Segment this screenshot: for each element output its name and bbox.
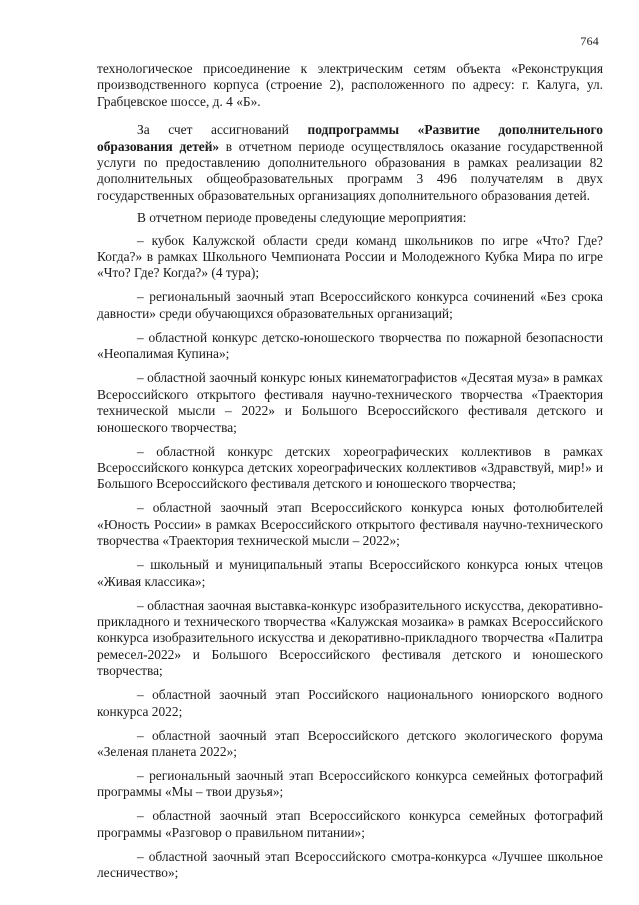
event-item: – областной заочный этап Всероссийского конкурса юных фотолюбителей «Юность России» в рамках Всероссийского открытого фестиваля научно-технического творчества «Траектория технической мысли – 2022»; [97,500,603,549]
program-name: подпрограммы «Развитие дополнительного образования детей» [97,122,603,154]
document-body [97,61,603,889]
intro-paragraph: технологическое присоединение к электрическим сетям объекта «Реконструкция производственного корпуса (строение 2), расположенного по адресу: г. Калуга, ул. Грабцевское шоссе, д. 4 «Б». [97,61,603,109]
funding-suffix: в отчетном периоде осуществлялось оказание государственной услуги по предоставлению дополнительного образования в рамках реализации 82 дополнительных общеобразовательных программ 3 496 получателям в двух государственных образовательных организациях дополнительного образования детей. [97,138,603,203]
event-item: – областной заочный конкурс юных кинематографистов «Десятая муза» в рамках Всероссийского открытого фестиваля научно-технического творчества «Траектория технической мысли – 2022» и Большого Всероссийского фестиваля детского и юношеского творчества; [97,370,603,435]
funding-paragraph [97,122,603,204]
event-item: – областной заочный этап Всероссийского детского экологического форума «Зеленая планета 2022»; [97,727,603,759]
event-item: – областной заочный этап Всероссийского смотра-конкурса «Лучшее школьное лесничество»; [97,848,603,881]
event-item: – региональный заочный этап Всероссийского конкурса семейных фотографий программы «Мы – твои друзья»; [97,767,603,800]
event-item: – областной заочный этап Всероссийского конкурса семейных фотографий программы «Разговор о правильном питании»; [97,808,603,840]
event-item: – кубок Калужской области среди команд школьников по игре «Что? Где? Когда?» в рамках Школьного Чемпионата России и Молодежного Кубка Мира по игре «Что? Где? Когда?» (4 тура); [97,232,603,281]
event-item: – областной заочный этап Российского национального юниорского водного конкурса 2022; [97,687,603,719]
event-item: – областной конкурс детско-юношеского творчества по пожарной безопасности «Неопалимая Купина»; [97,329,603,362]
event-item: – областной конкурс детских хореографических коллективов в рамках Всероссийского конкурса детских хореографических коллективов «Здравствуй, мир!» и Большого Всероссийского фестиваля детского и юношеского творчества; [97,443,603,492]
event-item: – школьный и муниципальный этапы Всероссийского конкурса юных чтецов «Живая классика»; [97,557,603,589]
funding-prefix: За счет ассигнований [137,122,308,138]
event-item: – региональный заочный этап Всероссийского конкурса сочинений «Без срока давности» среди обучающихся образовательных организаций; [97,289,603,321]
page-number: 764 [580,34,599,48]
event-item: – областная заочная выставка-конкурс изобразительного искусства, декоративно-прикладного и технического творчества «Калужская мозаика» в рамках Всероссийского конкурса изобразительного искусства и декоративно-прикладного творчества «Палитра ремесел-2022» и Большого Всероссийского фестиваля детского и юношеского творчества; [97,597,603,679]
events-heading: В отчетном периоде проведены следующие мероприятия: [137,210,467,226]
